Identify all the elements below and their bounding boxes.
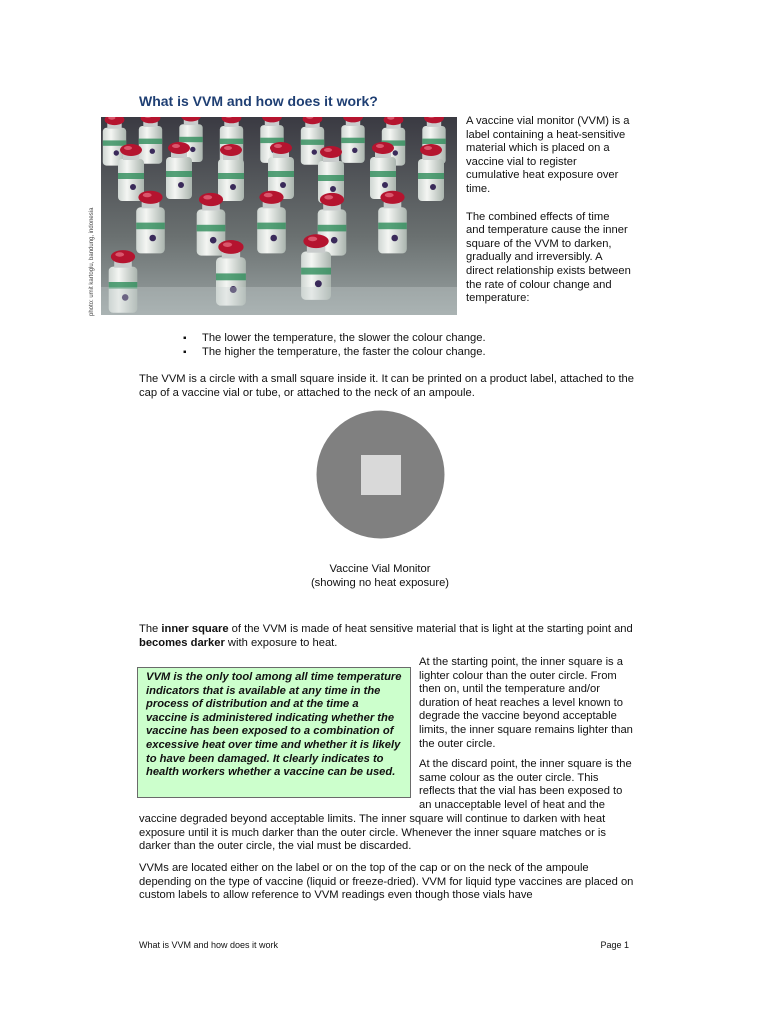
caption-title: Vaccine Vial Monitor	[329, 563, 431, 575]
intro-column	[466, 115, 631, 320]
temperature-bullet-list	[183, 332, 603, 359]
footer-title: What is VVM and how does it work	[139, 940, 279, 950]
callout-box: VVM is the only tool among all time temperature indicators that is available at any time in the process of distribution and at the time a vaccine is administered indicating whether the vaccine has been exposed to a combination of excessive heat over time and whether it is likely to have been damaged. It clearly indicates to health workers whether a vaccine can be used.	[137, 667, 411, 798]
starting-discard-column	[419, 656, 633, 820]
inner-square-text-2: of the VVM is made of heat sensitive material that is light at the starting point and	[228, 623, 633, 635]
vvm-location-paragraph: VVMs are located either on the label or on the top of the cap or on the neck of the ampoule depending on the type of vaccine (liquid or freeze-dried). VVM for liquid type vaccines are placed on custom labels to allow reference to VVM readings even though those vials have	[139, 862, 634, 902]
vvm-inner-square	[361, 455, 401, 495]
intro-paragraph-2: The combined effects of time and temperature cause the inner square of the VVM to darken, gradually and irreversibly. A direct relationship exists between the rate of colour change and temperature:	[466, 210, 631, 305]
inner-square-bold-1: inner square	[161, 623, 229, 635]
discard-point-paragraph: At the discard point, the inner square is the same colour as the outer circle. This reflects that the vial has been exposed to an unacceptable level of heat and the	[419, 758, 632, 811]
vvm-description-paragraph: The VVM is a circle with a small square inside it. It can be printed on a product label, attached to the cap of a vaccine vial or tube, or attached to the neck of an ampoule.	[139, 373, 634, 399]
vaccine-vials-photo	[101, 117, 457, 315]
vvm-diagram	[316, 410, 445, 539]
bullet-higher-temperature: ▪ The higher the temperature, the faster the colour change.	[183, 346, 603, 360]
photo-credit: photo: umit kartoglu, bandung, indonesia	[89, 207, 95, 316]
page-footer	[139, 940, 629, 951]
page-title: What is VVM and how does it work?	[139, 93, 378, 109]
inner-square-bold-2: becomes darker	[139, 636, 225, 649]
inner-square-text-3: with exposure to heat.	[224, 636, 338, 649]
inner-square-text-1: The	[139, 623, 162, 635]
bullet-lower-temperature: ▪ The lower the temperature, the slower the colour change.	[183, 332, 603, 346]
discard-continuation-paragraph: vaccine degraded beyond acceptable limits. The inner square will continue to darken with heat exposure until it is much darker than the outer circle. Whenever the inner square matches or is darker than the outer circle, the vial must be discarded.	[139, 813, 606, 853]
starting-point-paragraph: At the starting point, the inner square is a lighter colour than the outer circle. From then on, until the temperature and/or duration of heat reaches a level known to degrade the vaccine beyond acceptable limits, the inner square remains lighter than the outer circle.	[419, 656, 633, 750]
footer-page-number: Page 1	[600, 940, 629, 950]
inner-square-paragraph	[139, 623, 634, 650]
intro-paragraph-1: A vaccine vial monitor (VVM) is a label containing a heat-sensitive material which is placed on a vaccine vial to register cumulative heat exposure over time.	[466, 115, 630, 195]
diagram-caption	[280, 563, 480, 590]
vaccine-vials-image	[101, 117, 457, 315]
caption-subtitle: (showing no heat exposure)	[310, 576, 450, 589]
